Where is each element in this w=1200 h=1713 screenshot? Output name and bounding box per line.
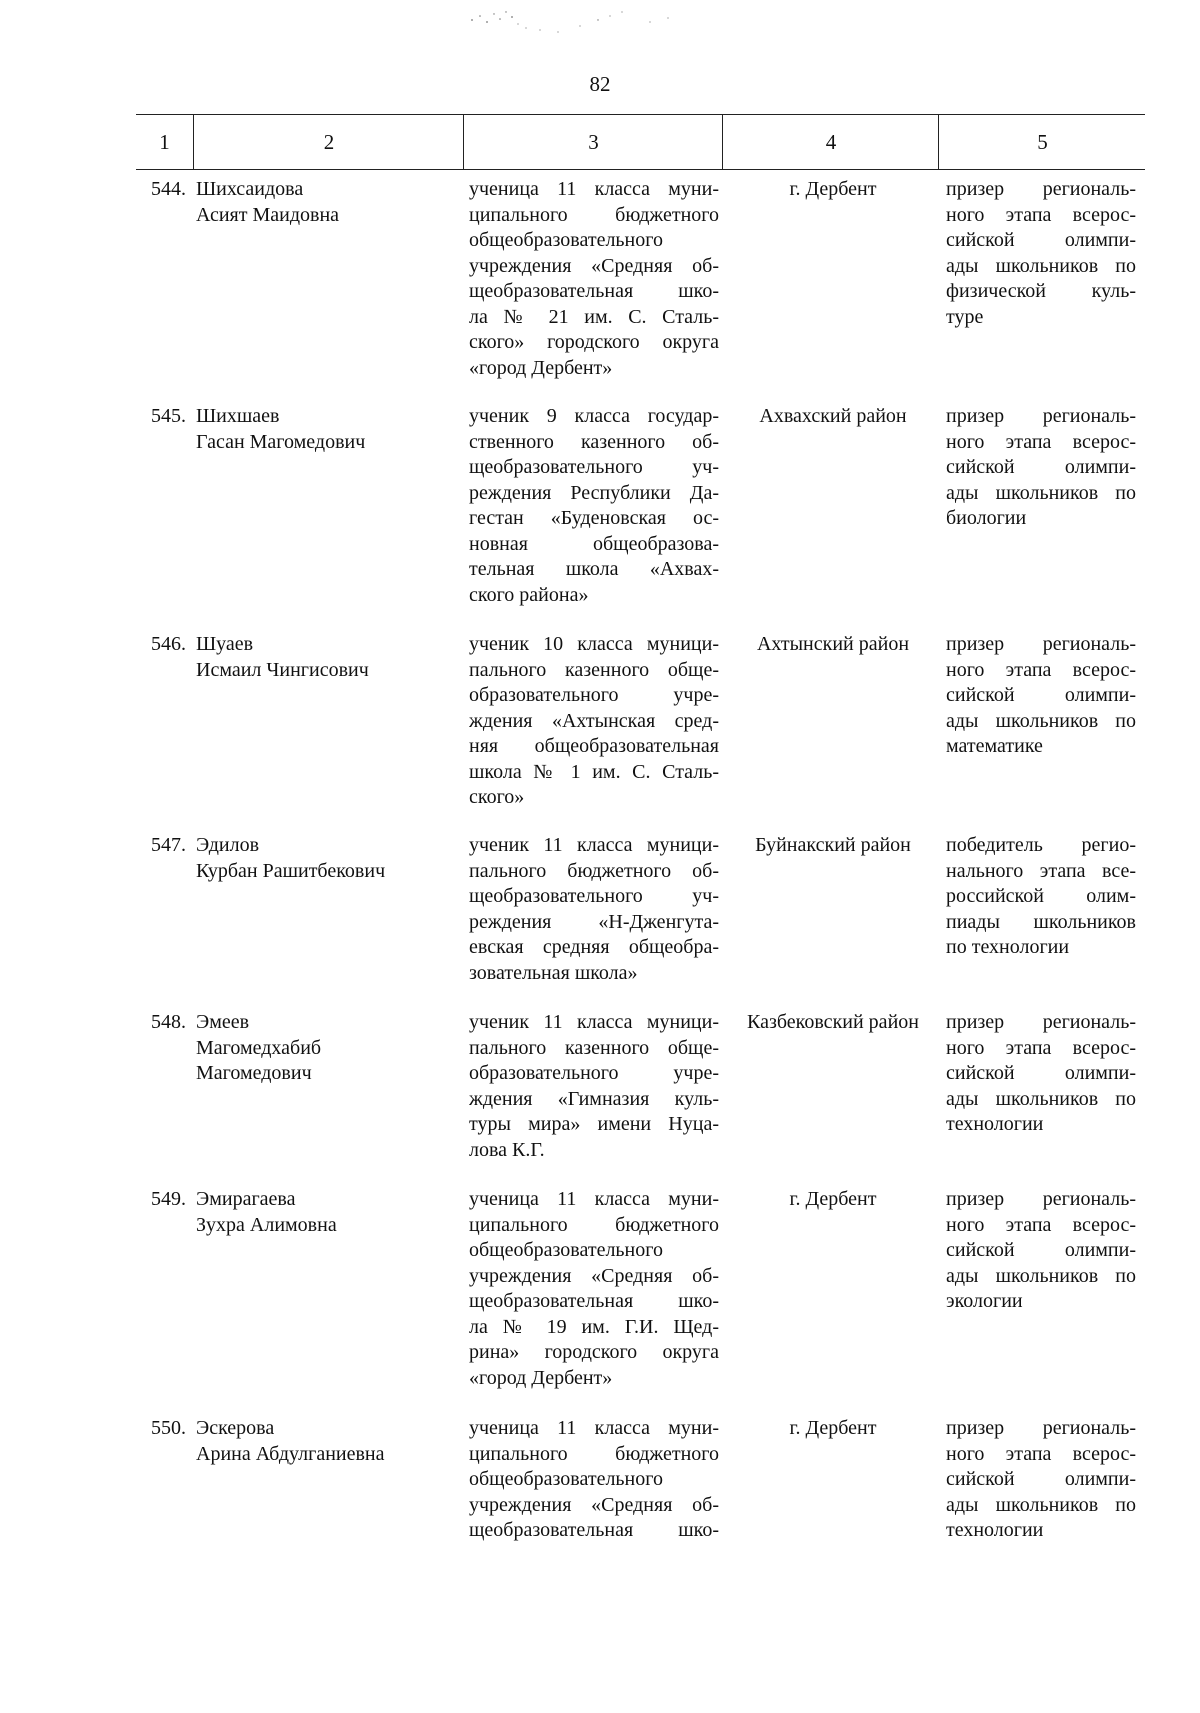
person-name — [196, 632, 446, 683]
person-name-line: Курбан Рашитбекович — [196, 859, 386, 882]
column-header-4: 4 — [722, 115, 939, 169]
person-name — [196, 833, 446, 884]
description-line: ципального бюджетного — [469, 203, 719, 226]
status-line: призер региональ- — [946, 405, 1136, 427]
status-line: ного этапа всерос- — [946, 1036, 1136, 1059]
status-line: призер региональ- — [946, 633, 1136, 655]
status-line: технологии — [946, 1519, 1044, 1541]
person-name-line: Шихшаев — [196, 405, 280, 427]
region: г. Дербент — [789, 178, 877, 200]
column-header-2: 2 — [193, 115, 464, 169]
status-line: российской олим- — [946, 885, 1136, 907]
description-line: общеобразовательного — [469, 229, 663, 251]
description-line: евская средняя общеобра- — [469, 936, 719, 958]
person-name-line: Исмаил Чингисович — [196, 658, 369, 681]
column-header-3: 3 — [463, 115, 723, 169]
person-name-line: Магомедхабиб — [196, 1036, 322, 1059]
scan-artifact — [460, 0, 710, 40]
status-line: физической куль- — [946, 280, 1136, 302]
person-name — [196, 404, 446, 455]
status-line: пиады школьников — [946, 910, 1136, 933]
entry-number: 550. — [151, 1417, 186, 1439]
description-line: щеобразовательная шко- — [469, 280, 719, 302]
description-line: ского» — [469, 786, 525, 808]
description-line: учреждения «Средняя об- — [469, 1264, 719, 1287]
description-line: ла № 21 им. С. Сталь- — [469, 305, 719, 328]
description-line: учреждения «Средняя об- — [469, 254, 719, 277]
status-line: победитель регио- — [946, 834, 1136, 856]
region: Буйнакский район — [755, 834, 911, 856]
status-line: ады школьников по — [946, 1087, 1136, 1110]
person-name-line: Эмирагаева — [196, 1188, 296, 1210]
description-line: ждения «Ахтынская сред- — [469, 709, 719, 732]
description-line: щеобразовательного уч- — [469, 456, 719, 478]
person-name-line: Эдилов — [196, 834, 260, 856]
person-name-line: Эскерова — [196, 1417, 275, 1439]
entry-number: 544. — [151, 178, 186, 200]
school-description — [469, 177, 719, 381]
person-name-line: Шуаев — [196, 633, 254, 655]
description-line: ского» городского округа — [469, 331, 719, 353]
description-line: ученик 9 класса государ- — [469, 405, 719, 427]
status-line: нального этапа все- — [946, 859, 1136, 882]
school-description — [469, 833, 719, 986]
status-line: сийской олимпи- — [946, 1468, 1136, 1490]
award-status — [946, 833, 1136, 961]
page-number: 82 — [589, 72, 611, 96]
description-line: «город Дербент» — [469, 1366, 613, 1389]
status-line: сийской олимпи- — [946, 684, 1136, 706]
status-line: ного этапа всерос- — [946, 1213, 1136, 1236]
table-header — [136, 114, 1145, 170]
status-line: призер региональ- — [946, 1011, 1136, 1033]
school-description — [469, 404, 719, 608]
status-line: ады школьников по — [946, 1493, 1136, 1516]
person-name-line: Зухра Алимовна — [196, 1213, 337, 1236]
description-line: ципального бюджетного — [469, 1213, 719, 1236]
status-line: призер региональ- — [946, 1417, 1136, 1439]
status-line: ады школьников по — [946, 481, 1136, 504]
description-line: няя общеобразовательная — [469, 735, 719, 757]
award-status — [946, 404, 1136, 532]
description-line: новная общеобразова- — [469, 532, 719, 555]
description-line: щеобразовательная шко- — [469, 1290, 719, 1312]
column-header-1: 1 — [159, 130, 170, 154]
status-line: ады школьников по — [946, 254, 1136, 277]
award-status — [946, 1010, 1136, 1138]
entry-number: 548. — [151, 1011, 186, 1033]
school-description — [469, 1010, 719, 1163]
entry-number: 547. — [151, 834, 186, 856]
status-line: сийской олимпи- — [946, 1239, 1136, 1261]
status-line: по технологии — [946, 936, 1070, 958]
person-name-line: Гасан Магомедович — [196, 430, 366, 453]
description-line: зовательная школа» — [469, 961, 638, 984]
description-line: лова К.Г. — [469, 1138, 545, 1161]
column-header-5: 5 — [938, 115, 1146, 169]
status-line: сийской олимпи- — [946, 1062, 1136, 1084]
school-description — [469, 1187, 719, 1391]
region: г. Дербент — [789, 1188, 877, 1210]
status-line: математике — [946, 735, 1043, 757]
status-line: призер региональ- — [946, 178, 1136, 200]
description-line: ученик 11 класса муници- — [469, 834, 719, 856]
entry-number: 546. — [151, 633, 186, 655]
description-line: пального бюджетного об- — [469, 859, 719, 882]
description-line: пального казенного обще- — [469, 658, 719, 681]
description-line: образовательного учре- — [469, 684, 719, 706]
status-line: биологии — [946, 507, 1027, 529]
status-line: ады школьников по — [946, 1264, 1136, 1287]
region: Ахтынский район — [756, 633, 910, 655]
person-name-line: Асият Маидовна — [196, 203, 340, 226]
person-name-line: Эмеев — [196, 1011, 250, 1033]
status-line: ного этапа всерос- — [946, 203, 1136, 226]
description-line: рина» городского округа — [469, 1341, 719, 1363]
status-line: сийской олимпи- — [946, 229, 1136, 251]
status-line: ного этапа всерос- — [946, 658, 1136, 681]
region: г. Дербент — [789, 1417, 877, 1439]
status-line: технологии — [946, 1113, 1044, 1135]
description-line: гестан «Буденовская ос- — [469, 507, 719, 529]
description-line: ждения «Гимназия куль- — [469, 1087, 719, 1110]
description-line: ученица 11 класса муни- — [469, 1188, 719, 1210]
person-name — [196, 1416, 446, 1467]
description-line: пального казенного обще- — [469, 1036, 719, 1059]
award-status — [946, 1416, 1136, 1544]
description-line: реждения Республики Да- — [469, 481, 719, 504]
status-line: сийской олимпи- — [946, 456, 1136, 478]
description-line: ского района» — [469, 583, 589, 606]
description-line: тельная школа «Ахвах- — [469, 558, 719, 580]
description-line: ученица 11 класса муни- — [469, 178, 719, 200]
status-line: экологии — [946, 1290, 1023, 1312]
description-line: ученик 10 класса муници- — [469, 633, 719, 655]
description-line: ла № 19 им. Г.И. Щед- — [469, 1315, 719, 1338]
award-status — [946, 177, 1136, 330]
status-line: ного этапа всерос- — [946, 430, 1136, 453]
person-name — [196, 1187, 446, 1238]
award-status — [946, 1187, 1136, 1315]
school-description — [469, 1416, 719, 1544]
status-line: призер региональ- — [946, 1188, 1136, 1210]
description-line: ципального бюджетного — [469, 1442, 719, 1465]
description-line: общеобразовательного — [469, 1468, 663, 1490]
description-line: учреждения «Средняя об- — [469, 1493, 719, 1516]
description-line: щеобразовательного уч- — [469, 885, 719, 907]
region: Ахвахский район — [759, 405, 907, 427]
description-line: общеобразовательного — [469, 1239, 663, 1261]
description-line: ственного казенного об- — [469, 430, 719, 453]
description-line: щеобразовательная шко- — [469, 1519, 719, 1541]
person-name-line: Магомедович — [196, 1062, 312, 1084]
region: Казбековский район — [747, 1011, 919, 1033]
description-line: ученик 11 класса муници- — [469, 1011, 719, 1033]
entry-number: 545. — [151, 405, 186, 427]
person-name — [196, 177, 446, 228]
description-line: ученица 11 класса муни- — [469, 1417, 719, 1439]
school-description — [469, 632, 719, 811]
description-line: туры мира» имени Нуца- — [469, 1113, 719, 1135]
person-name-line: Шихсаидова — [196, 178, 304, 200]
person-name-line: Арина Абдулганиевна — [196, 1442, 385, 1465]
status-line: туре — [946, 305, 984, 328]
description-line: школа № 1 им. С. Сталь- — [469, 760, 719, 783]
description-line: «город Дербент» — [469, 356, 613, 379]
description-line: реждения «Н-Дженгута- — [469, 910, 719, 933]
description-line: образовательного учре- — [469, 1062, 719, 1084]
status-line: ады школьников по — [946, 709, 1136, 732]
entry-number: 549. — [151, 1188, 186, 1210]
award-status — [946, 632, 1136, 760]
person-name — [196, 1010, 446, 1087]
status-line: ного этапа всерос- — [946, 1442, 1136, 1465]
